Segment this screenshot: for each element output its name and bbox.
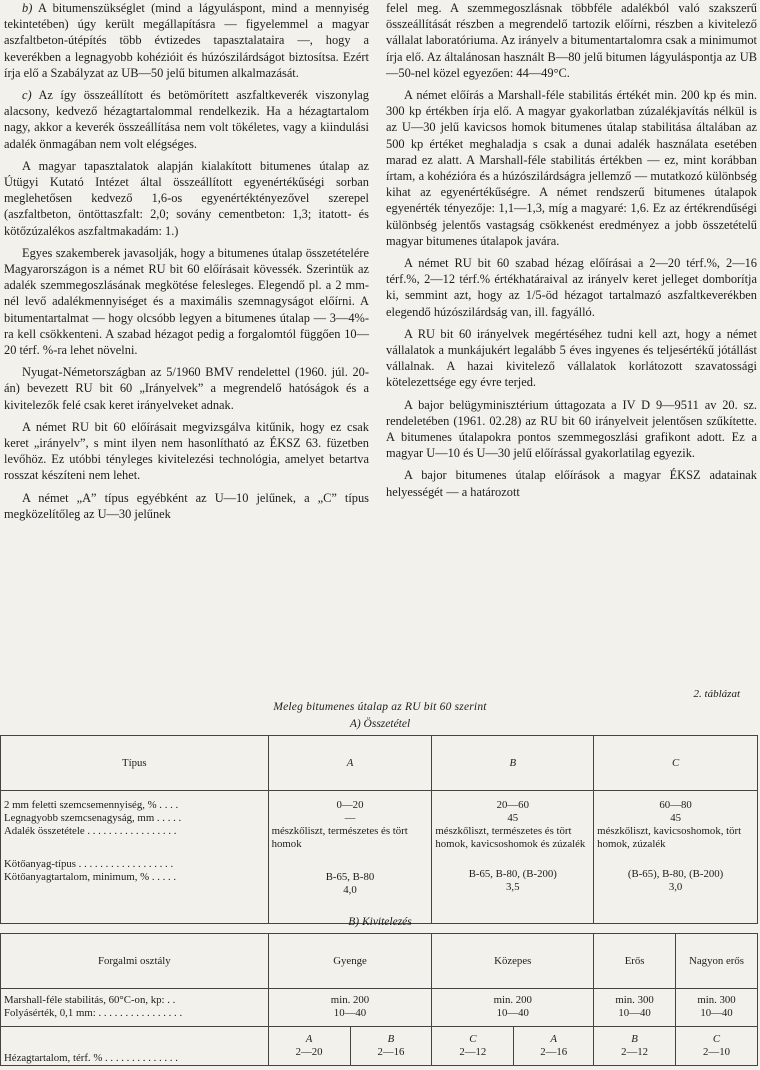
- value-flow: 10—40: [333, 1007, 367, 1019]
- void-type: C: [469, 1033, 477, 1045]
- header-type-c: C: [594, 736, 758, 791]
- void-type: B: [387, 1033, 395, 1045]
- execution-table: [0, 933, 758, 1066]
- value-max-size: 45: [670, 812, 681, 824]
- label-over-2mm: 2 mm feletti szemcsemennyiség, % . . . .: [4, 799, 179, 811]
- paragraph: Nyugat-Németországban az 5/1960 BMV rendelettel (1960. júl. 20-án) bevezett RU bit 60 „Irányelvek” a megrendelő hatóságok és a kivitelezők felé csak keret irányelveket adnak.: [4, 365, 369, 412]
- void-cell: [514, 1027, 594, 1066]
- paragraph: felel meg. A szemmegoszlásnak többféle adalékból való szakszerű összeállítását részben a megrendelő tartozik előírni, részben a kivitelező vállalat laboratóriuma. Az irányelv a bitumentartalomra csak a minimumot írja elő. Az általánosan használt B—80 jelű bitumen lágyuláspontja az UB—50-nel közel egyezően: 44—49°C.: [386, 1, 757, 80]
- paragraph: A bajor belügyminisztérium úttagozata a IV D 9—9511 av 20. sz. rendeletében (1961. 02.28) az RU bit 60 irányelveit jelentősen szűkítette. A bitumenes útalapokra pontos szemmegoszlási grafikont adott. Ez a magyar U—10 és U—30 jelű előírással gyakorlatilag egyezik.: [386, 397, 757, 461]
- void-cell: [350, 1027, 432, 1066]
- value-marshall: min. 300: [615, 994, 654, 1006]
- value-max-size: —: [344, 812, 356, 824]
- value-binder-type: (B-65), B-80, (B-200): [627, 868, 724, 880]
- header-kozepes: Közepes: [432, 934, 594, 989]
- label-void-content: Hézagtartalom, térf. % . . . . . . . . . . . . . .: [4, 1052, 178, 1064]
- marshall-kozepes: [432, 989, 594, 1027]
- paragraph-text: Az így összeállított és betömörített aszfaltkeverék viszonylag alacsony, kedvező hézagtartalommal rendelkezik. Ha a hézagtartalom nagy, akkor a keverék összeállítása nem volt tökéletes, vagy a kiindulási adalék önmagában nem volt elégséges.: [4, 88, 369, 151]
- row-labels: [1, 791, 269, 924]
- void-cell: [432, 1027, 514, 1066]
- value-binder-content: 3,5: [506, 881, 520, 893]
- col-type-a: [268, 791, 432, 924]
- label-binder-type: Kötőanyag-típus . . . . . . . . . . . . . . . . . .: [4, 858, 174, 870]
- paragraph-marker: b): [22, 1, 33, 15]
- value-flow: 10—40: [700, 1007, 733, 1019]
- header-nagyon-eros: Nagyon erős: [676, 934, 758, 989]
- void-type: B: [631, 1033, 638, 1045]
- marshall-labels: [1, 989, 269, 1027]
- paragraph: A bajor bitumenes útalap előírások a magyar ÉKSZ adatainak helyességét — a határozott: [386, 468, 757, 499]
- value-over-2mm: 0—20: [336, 799, 364, 811]
- value-flow: 10—40: [496, 1007, 529, 1019]
- header-type-a: A: [268, 736, 432, 791]
- section-b-label: B) Kivitelezés: [348, 916, 412, 928]
- value-binder-content: 3,0: [668, 881, 683, 893]
- header-type-b: B: [432, 736, 594, 791]
- paragraph-b: [4, 0, 369, 81]
- void-type: A: [550, 1033, 557, 1045]
- paragraph-c: [4, 87, 369, 152]
- void-type: C: [712, 1033, 721, 1045]
- right-text-column: [386, 0, 757, 506]
- label-max-size: Legnagyobb szemcsenagyság, mm . . . . .: [4, 812, 182, 824]
- col-type-c: [594, 791, 758, 924]
- value-aggregate: mészkőliszt, természetes és tört homok: [271, 825, 408, 850]
- void-value: 2—10: [703, 1046, 731, 1058]
- value-marshall: min. 200: [493, 994, 532, 1006]
- paragraph-marker: c): [22, 88, 32, 103]
- value-marshall: min. 300: [697, 994, 736, 1006]
- section-b-title: [0, 916, 760, 928]
- void-value: 2—20: [295, 1046, 323, 1058]
- marshall-nagyon-eros: [676, 989, 758, 1027]
- void-label-cell: [1, 1027, 269, 1066]
- value-aggregate: mészkőliszt, kavicsoshomok, tört homok, zúzalék: [597, 825, 742, 850]
- paragraph: A RU bit 60 irányelvek megértéséhez tudni kell azt, hogy a német vállalatok a munkájukért legalább 5 éves ingyenes és teljesértékű jótállást vállalnak. A hazai kivitelező vállalatok korlátozott szavatossági kötelezettsége egy évre terjed.: [386, 326, 757, 390]
- label-flow: Folyásérték, 0,1 mm: . . . . . . . . . . . . . . . .: [4, 1007, 183, 1019]
- paragraph: A magyar tapasztalatok alapján kialakított bitumenes útalap az Útügyi Kutató Intézet által összeállított egyenértékűségi sorban meglehetősen kedvező 1,6-os egyenértéktényezővel szerepel (aszfaltbeton, öntöttaszfalt: 2,0; sovány cementbeton: 1,3; itatott- és kötőzúzalékos aszfaltmakadám: 1.): [4, 158, 369, 238]
- header-eros: Erős: [594, 934, 676, 989]
- table-title: Meleg bitumenes útalap az RU bit 60 szerint: [273, 701, 487, 713]
- void-cell: [268, 1027, 350, 1066]
- marshall-gyenge: [268, 989, 432, 1027]
- value-aggregate: mészkőliszt, természetes és tört homok, kavicsoshomok és zúzalék: [435, 825, 586, 850]
- void-cell: [676, 1027, 758, 1066]
- paragraph: A német RU bit 60 szabad hézag előírásai a 2—20 térf.%, 2—16 térf.%, 2—12 térf.% értékhatáraival az irányelv keret jelleget domborítja ki, semmint azt, hogy az 1/5-öd hézagot tartalmazó aszfaltkeverékben elegendő húzószilárdság van, ill. fagyálló.: [386, 256, 757, 319]
- value-binder-type: B-65, B-80, (B-200): [468, 868, 557, 880]
- header-gyenge: Gyenge: [268, 934, 432, 989]
- label-aggregate: Adalék összetétele . . . . . . . . . . . . . . . . .: [4, 825, 177, 837]
- marshall-eros: [594, 989, 676, 1027]
- paragraph: A német „A” típus egyébként az U—10 jelűnek, a „C” típus megközelítőleg az U—30 jelűnek: [4, 490, 369, 521]
- paragraph: A német előírás a Marshall-féle stabilitás értékét min. 200 kp és min. 300 kp értékben írja elő. A magyar gyakorlatban zúzalékjavítás nélkül is az U—30 jelű kavicsos homok bitumenes útalap stabilitása általában az 500 kp értéket meghaladja s csak a dunai adalék használata esetében marad ez alatt. A Marshall-féle stabilitás értékben — ez, mint korábban írtam, a kohézióra és a húzószilárdságra jellemző — mutatkozó különbség kihat az egyenértékűségre. A német rendszerű bitumenes útalapok egyenérték tényezője: 1,1—1,3, míg a magyaré: 1,6. Ez az értékrendűségi különbség jelentős vastagság csökkenést eredményez a jobb összetételű magyar bitumenes útalapok javára.: [386, 88, 757, 248]
- void-type: A: [305, 1033, 313, 1045]
- value-binder-content: 4,0: [343, 884, 357, 896]
- value-binder-type: B-65, B-80: [325, 871, 375, 883]
- header-traffic-class: Forgalmi osztály: [1, 934, 269, 989]
- composition-table: [0, 735, 758, 924]
- void-value: 2—12: [459, 1046, 487, 1058]
- table-number: 2. táblázat: [693, 688, 740, 700]
- paragraph: Egyes szakemberek javasolják, hogy a bitumenes útalap összetételére Magyarországon is a német RU bit 60 előírásait kövessék. Szerintük az adalék szemmegoszlásának megkötése felesleges. Elegendő pl. a 2 mm-nél levő adalékmennyiséget és a maximális szemnagyságot előírni. A bitumentartalmat — hogy olcsóbb legyen a bitumenes útalap — 3—4%-ra kell csökkenteni. A szabad hézagot pedig a forgalomtól függően 10—20 térf. %-ra lehet növelni.: [4, 245, 369, 358]
- left-text-column: [4, 0, 369, 528]
- void-cell: [594, 1027, 676, 1066]
- section-a-label: A) Összetétel: [349, 718, 411, 730]
- value-flow: 10—40: [618, 1007, 651, 1019]
- value-over-2mm: 60—80: [659, 799, 692, 811]
- header-tipus: Típus: [1, 736, 269, 791]
- label-binder-content: Kötőanyagtartalom, minimum, % . . . . .: [4, 871, 177, 883]
- value-marshall: min. 200: [330, 994, 370, 1006]
- void-value: 2—12: [621, 1046, 649, 1058]
- section-a-title: [0, 718, 760, 730]
- paragraph: A német RU bit 60 előírásait megvizsgálva kitűnik, hogy ez csak keret „irányelv”, s mint ilyen nem hasonlítható az ÉKSZ 63. füzetben levőhöz. Ez utóbbi tényleges kivitelezési technológia, amelyet betartva rosszat készíteni nem lehet.: [4, 419, 369, 483]
- paragraph-text: A bitumenszükséglet (mind a lágyuláspont, mind a mennyiség tekintetében) úgy került megállapításra — figyelemmel a magyar aszfaltbeton-útépítés több évtizedes tapasztalataira —, hogy a keverékben a legnagyobb kohézióit és húzószilárdságot biztosítsa. Ezért írja elő a Szabályzat az UB—50 jelű bitumen alkalmazását.: [4, 1, 369, 80]
- void-value: 2—16: [540, 1046, 568, 1058]
- label-marshall: Marshall-féle stabilitás, 60°C-on, kp: . .: [4, 994, 176, 1006]
- void-value: 2—16: [377, 1046, 405, 1058]
- value-max-size: 45: [507, 812, 519, 824]
- value-over-2mm: 20—60: [496, 799, 529, 811]
- col-type-b: [432, 791, 594, 924]
